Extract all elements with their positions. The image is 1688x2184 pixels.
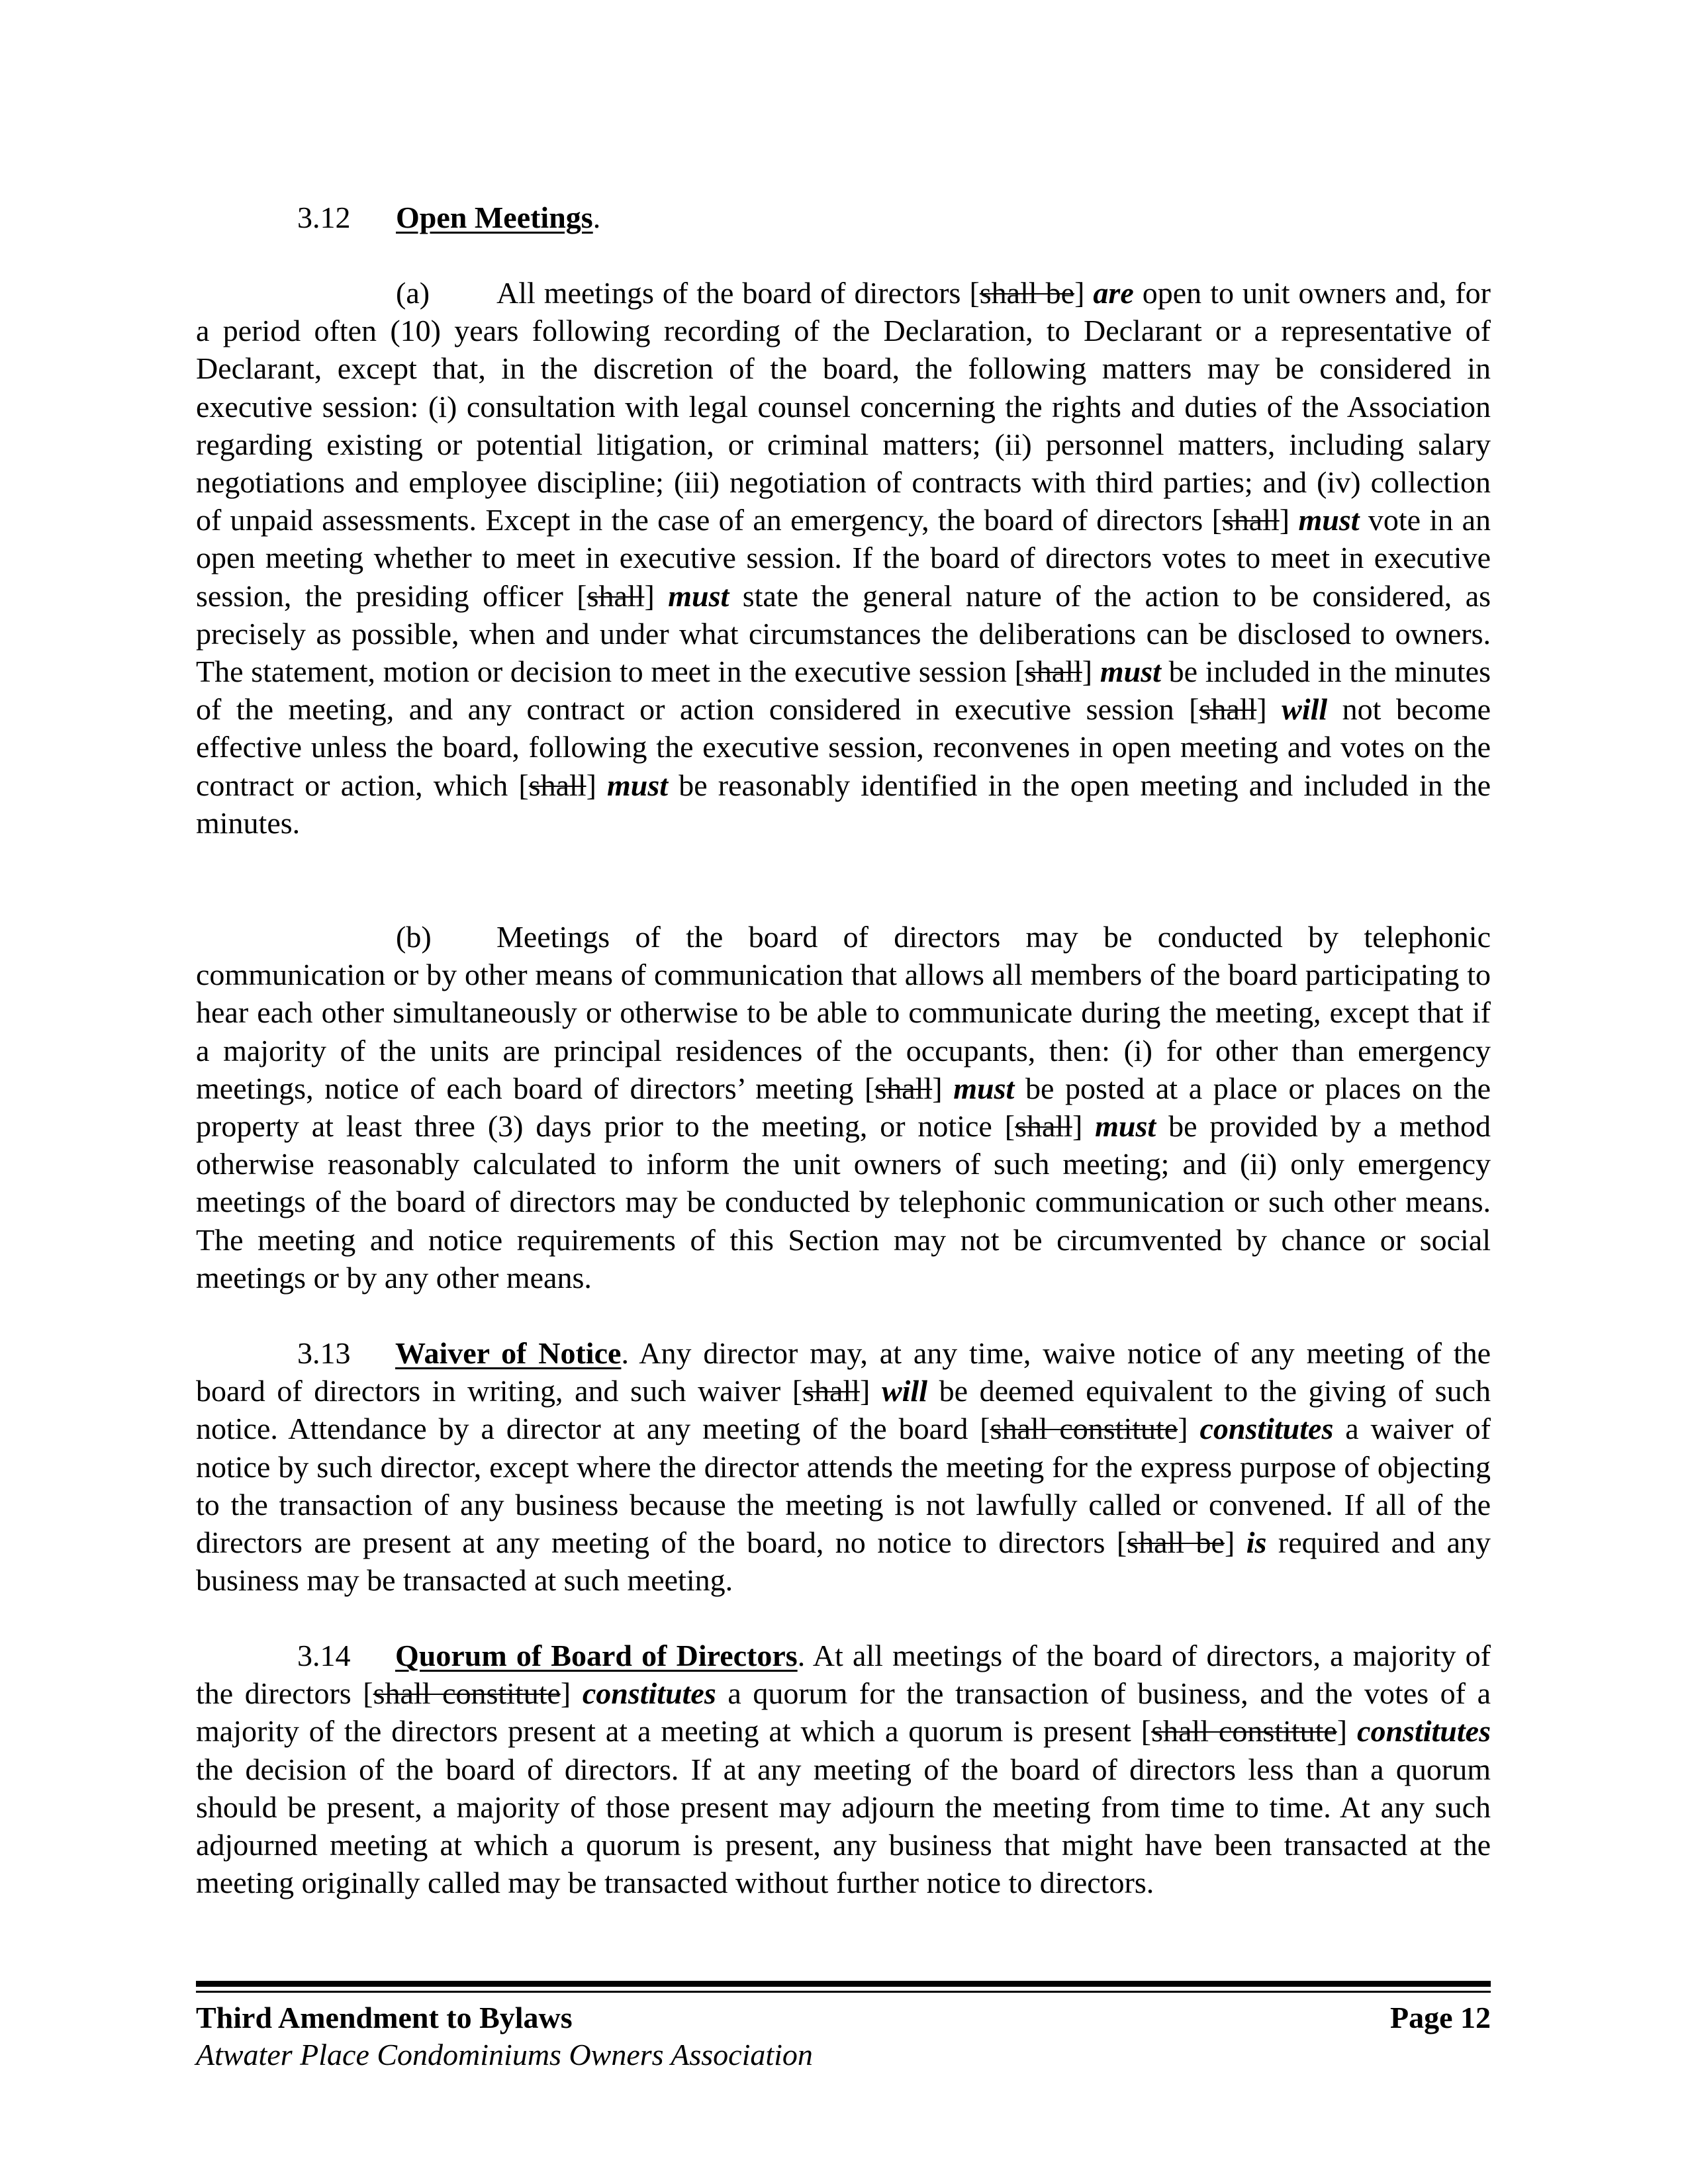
inserted-text: constitutes (582, 1676, 716, 1711)
deleted-text: shall constitute (373, 1676, 561, 1711)
paragraph-label: (b) (396, 920, 432, 954)
heading-period: . (592, 201, 601, 234)
deleted-text: shall (1199, 692, 1257, 727)
inserted-text: must (1100, 655, 1161, 689)
footer-page-number: Page 12 (1389, 2001, 1491, 2034)
footer-document-title: Third Amendment to Bylaws (196, 2001, 573, 2034)
footer-rule-thick (196, 1981, 1491, 1987)
section-3-13: 3.13 Waiver of Notice. Any director may, at any time, waive notice of any meeting of the board of directors in writing, and such waiver [shall] will be deemed equivalent to the giving of such notice. Attendance by a director at any meeting of the board [shall constitute] constitutes a waiver of notice by such director, except where the director attends the meeting for the express purpose of objecting to the transaction of any business because the meeting is not lawfully called or convened. If all of the directors are present at any meeting of the board, no notice to directors [shall be] is required and any business may be transacted at such meeting. (196, 1334, 1491, 1599)
deleted-text: shall (874, 1071, 933, 1105)
deleted-text: shall be (979, 276, 1075, 310)
section-number: 3.13 (297, 1336, 351, 1370)
inserted-text: must (1298, 503, 1360, 537)
deleted-text: shall (1015, 1109, 1072, 1144)
paragraph-label: (a) (396, 276, 430, 310)
deleted-text: shall (586, 578, 645, 613)
footer-association-name: Atwater Place Condominiums Owners Association (196, 2038, 813, 2071)
inserted-text: is (1246, 1525, 1267, 1560)
section-number: 3.12 (297, 201, 351, 234)
inserted-text: will (881, 1374, 927, 1408)
section-3-12-heading-line (196, 199, 1491, 236)
inserted-text: must (607, 768, 669, 802)
inserted-text: constitutes (1199, 1412, 1334, 1446)
inserted-text: must (668, 578, 729, 613)
section-3-12-paragraph-b: (b) Meetings of the board of directors may be conducted by telephonic communication or by other means of communication that allows all members of the board participating to hear each other simultaneously or otherwise to be able to communicate during the meeting, except that if a majority of the units are principal residences of the occupants, then: (i) for other than emergency meetings, notice of each board of directors’ meeting [shall] must be posted at a place or places on the property at least three (3) days prior to the meeting, or notice [shall] must be provided by a method otherwise reasonably calculated to inform the unit owners of such meeting; and (ii) only emergency meetings of the board of directors may be conducted by telephonic communication or such other means. The meeting and notice requirements of this Section may not be circumvented by chance or social meetings or by any other means. (196, 918, 1491, 1297)
footer-rule-thin (196, 1991, 1491, 1993)
inserted-text: constitutes (1357, 1714, 1491, 1749)
deleted-text: shall (802, 1374, 861, 1408)
section-number: 3.14 (297, 1639, 351, 1672)
deleted-text: shall be (1127, 1525, 1225, 1560)
deleted-text: shall (1024, 655, 1082, 689)
deleted-text: shall constitute (990, 1412, 1178, 1446)
inserted-text: must (953, 1071, 1015, 1105)
inserted-text: are (1093, 276, 1134, 310)
section-heading: Waiver of Notice (395, 1336, 622, 1370)
section-heading: Quorum of Board of Directors (395, 1639, 798, 1672)
deleted-text: shall constitute (1151, 1714, 1337, 1749)
section-3-12-paragraph-a: (a) All meetings of the board of directors [shall be] are open to unit owners and, for a period often (10) years following recording of the Declaration, to Declarant or a representative of Declarant, except that, in the discretion of the board, the following matters may be considered in executive session: (i) consultation with legal counsel concerning the rights and duties of the Association regarding existing or potential litigation, or criminal matters; (ii) personnel matters, including salary negotiations and employee discipline; (iii) negotiation of contracts with third parties; and (iv) collection of unpaid assessments. Except in the case of an emergency, the board of directors [shall] must vote in an open meeting whether to meet in executive session. If the board of directors votes to meet in executive session, the presiding officer [shall] must state the general nature of the action to be considered, as precisely as possible, when and under what circumstances the deliberations can be disclosed to owners. The statement, motion or decision to meet in the executive session [shall] must be included in the minutes of the meeting, and any contract or action considered in executive session [shall] will not become effective unless the board, following the executive session, reconvenes in open meeting and votes on the contract or action, which [shall] must be reasonably identified in the open meeting and included in the minutes. (196, 274, 1491, 842)
deleted-text: shall (1221, 503, 1280, 537)
inserted-text: will (1282, 692, 1328, 727)
section-heading: Open Meetings (396, 201, 593, 234)
inserted-text: must (1095, 1109, 1156, 1144)
deleted-text: shall (528, 768, 586, 802)
section-3-14: 3.14 Quorum of Board of Directors. At all meetings of the board of directors, a majority of the directors [shall constitute] constitutes a quorum for the transaction of business, and the votes of a majority of the directors present at a meeting at which a quorum is present [shall constitute] constitutes the decision of the board of directors. If at any meeting of the board of directors less than a quorum should be present, a majority of those present may adjourn the meeting from time to time. At any such adjourned meeting at which a quorum is present, any business that might have been transacted at the meeting originally called may be transacted without further notice to directors. (196, 1637, 1491, 1901)
